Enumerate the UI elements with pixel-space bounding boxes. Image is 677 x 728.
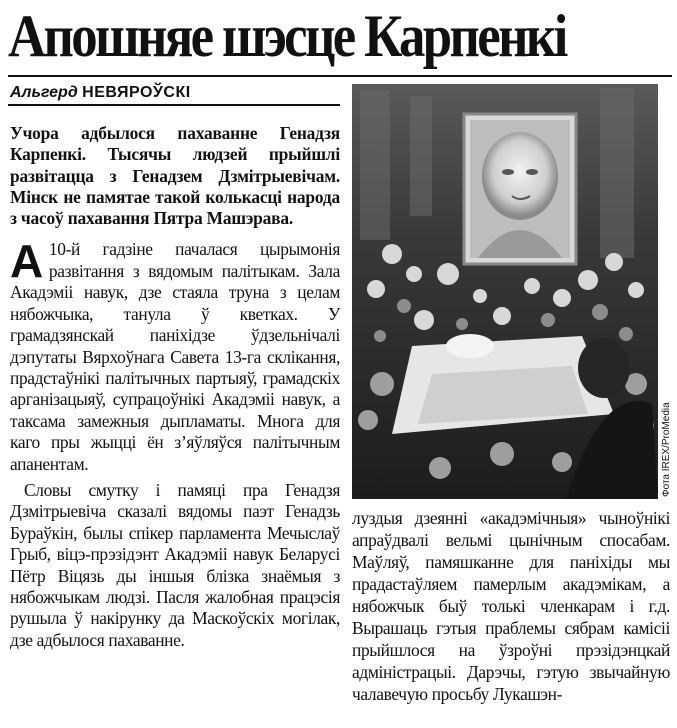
- drop-cap: А: [10, 235, 43, 288]
- article-headline: Апошняе шэсце Карпенкі: [8, 3, 566, 69]
- funeral-photo-image: [352, 84, 658, 499]
- byline-rule: [8, 104, 340, 106]
- funeral-photo: [352, 84, 658, 499]
- right-column-text: луздыя дзеянні «акадэмічныя» чыноўнікі апраўдвалі вельмі цынічным спосабам. Маўляў, памяшканне для паніхіды мы прадастаўляем памерлым акадэмікам, а нябожчык быў толькі членкарам і г.д. Вырашаць гэтыя праблемы сябрам камісіі прыйшлося на ўзроўні прэзідэнцкай адміністрацыі. Дарэчы, гэтую звычайную чалавечую просьбу Лукашэн-: [352, 508, 670, 704]
- author-first-name: Альгерд: [10, 84, 78, 101]
- article-paragraph: Словы смутку і памяці пра Генадзя Дзмітрыевіча сказалі вядомы паэт Генадзь Бураўкін, былы спікер парламента Мечыслаў Грыб, віцэ-прэзідэнт Акадэміі навук Беларусі Пётр Віцязь ды іншыя блізка знаёмыя з нябожчыкам людзі. Пасля жалобная працэсія рушыла ў накірунку да Маскоўскіх могілак, дзе адбылося пахаванне.: [10, 479, 340, 650]
- paragraph-text: 10-й гадзіне пачалася цырымонія развітання з вядомым палітыкам. Зала Акадэміі навук, дзе стаяла труна з целам нябожчыка, танула ў кветках. У грамадзянскай паніхідзе ўдзельнічалі дэпутаты Вярхоўнага Савета 13-га склікання, прадстаўнікі палітычных партыяў, грамадскіх арганізацыяў, супрацоўнікі Акадэміі навук, а таксама замежныя дыпламаты. Многа для каго пры жыцці ён з’яўляўся палітычным апанентам.: [10, 239, 340, 474]
- author-last-name: НЕВЯРОЎСКІ: [82, 84, 191, 101]
- left-column: [10, 123, 340, 651]
- photo-credit: Фота IREX/ProMedia: [661, 402, 672, 497]
- article-paragraph: [10, 235, 340, 474]
- article-lead: Учора адбылося пахаванне Генадзя Карпенкі. Тысячы людзей прыйшлі развітацца з Генадзем Дзмітрыевічам. Мінск не памятае такой колькасці народа з часоў пахавання Пятра Машэрава.: [10, 123, 340, 229]
- byline: [10, 83, 340, 103]
- headline-rule: [8, 75, 672, 77]
